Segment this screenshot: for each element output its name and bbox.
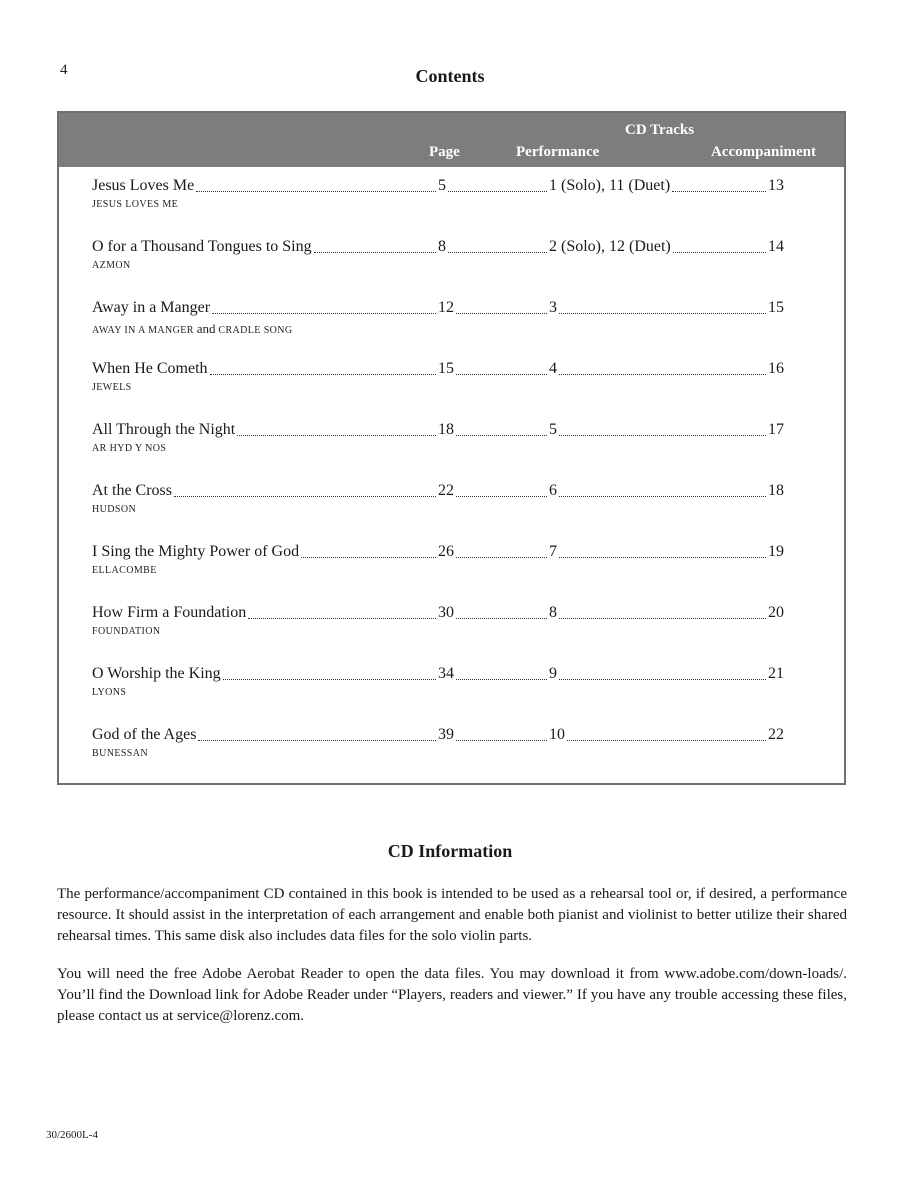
entry-page: 30 [438,602,454,624]
contents-entry [59,594,844,655]
leader-dots [237,414,436,436]
entry-accompaniment-track: 14 [768,236,784,258]
leader-dots [198,719,436,741]
contents-entry [59,533,844,594]
entry-tune-name [92,443,166,454]
entry-title: How Firm a Foundation [92,602,246,624]
entry-performance-track: 10 [549,724,565,746]
contents-entry [59,411,844,472]
tune-name: AZMON [92,260,131,271]
entry-page: 8 [438,236,446,258]
entry-accompaniment-track: 21 [768,663,784,685]
entry-tune-name [92,260,131,271]
tune-name: AWAY IN A MANGER [92,325,194,336]
entry-line [92,724,789,746]
leader-dots [210,353,436,375]
entry-page: 22 [438,480,454,502]
entry-line [92,297,789,319]
tune-name-second: CRADLE SONG [218,325,293,336]
entry-title: Jesus Loves Me [92,175,194,197]
leader-dots [196,170,436,192]
entry-tune-name [92,321,293,337]
header-cd-tracks: CD Tracks [625,122,695,138]
leader-dots [559,658,766,680]
entry-accompaniment-track: 19 [768,541,784,563]
cd-info-paragraph-1: The performance/accompaniment CD contained in this book is intended to be used as a rehearsal tool or, if desired, a performance resource. It should assist in the interpretation of each arrangement and enable both pianist and violinist to better utilize their shared rehearsal times. This same disk also includes data files for the solo violin parts. [57,886,847,944]
entry-tune-name [92,504,136,515]
entry-performance-track: 7 [549,541,557,563]
tune-name: LYONS [92,687,127,698]
leader-dots [456,536,547,558]
leader-dots [174,475,436,497]
entry-tune-name [92,382,132,393]
entry-tune-name [92,748,148,759]
contents-entry [59,289,844,350]
entry-accompaniment-track: 16 [768,358,784,380]
footer-code: 30/2600L-4 [46,1129,98,1141]
tune-name: JESUS LOVES ME [92,199,179,210]
entry-accompaniment-track: 13 [768,175,784,197]
leader-dots [212,292,436,314]
entry-page: 5 [438,175,446,197]
entry-accompaniment-track: 15 [768,297,784,319]
leader-dots [673,231,766,253]
cd-info-paragraph-2: You will need the free Adobe Aerobat Reader to open the data files. You may download it from www.adobe.com/down-loads/. You’ll find the Download link for Adobe Reader under “Players, readers and viewer.” If you have any trouble accessing these files, please contact us at service@lorenz.com. [57,966,847,1024]
entry-line [92,236,789,258]
leader-dots [223,658,436,680]
leader-dots [456,414,547,436]
contents-entry [59,228,844,289]
tune-name: JEWELS [92,382,132,393]
entry-performance-track: 8 [549,602,557,624]
leader-dots [456,475,547,497]
header-accompaniment: Accompaniment [711,144,816,160]
page-title: Contents [415,66,485,86]
contents-entry [59,167,844,228]
header-performance: Performance [516,144,600,160]
leader-dots [559,536,766,558]
contents-entry [59,350,844,411]
entry-tune-name [92,626,160,637]
leader-dots [672,170,766,192]
entry-line [92,541,789,563]
page-number: 4 [60,62,68,78]
contents-entry [59,655,844,716]
entry-performance-track: 9 [549,663,557,685]
entry-title: God of the Ages [92,724,196,746]
entry-line [92,663,789,685]
leader-dots [301,536,436,558]
entry-page: 15 [438,358,454,380]
contents-header [59,113,844,167]
entry-title: At the Cross [92,480,172,502]
contents-entry [59,472,844,533]
leader-dots [248,597,436,619]
entry-accompaniment-track: 22 [768,724,784,746]
entry-line [92,175,789,197]
leader-dots [456,353,547,375]
entry-performance-track: 6 [549,480,557,502]
entry-line [92,419,789,441]
contents-entry [59,716,844,777]
entry-tune-name [92,199,178,210]
leader-dots [559,292,766,314]
entry-accompaniment-track: 20 [768,602,784,624]
tune-name: BUNESSAN [92,748,148,759]
leader-dots [448,170,547,192]
leader-dots [567,719,766,741]
tune-conjunction: and [196,321,216,336]
leader-dots [559,475,766,497]
entry-title: Away in a Manger [92,297,210,319]
entry-accompaniment-track: 17 [768,419,784,441]
entry-title: All Through the Night [92,419,235,441]
entry-title: O Worship the King [92,663,221,685]
leader-dots [559,597,766,619]
entry-title: O for a Thousand Tongues to Sing [92,236,312,258]
tune-name: HUDSON [92,504,137,515]
tune-name: ELLACOMBE [92,565,157,576]
entry-performance-track: 3 [549,297,557,319]
entry-line [92,602,789,624]
leader-dots [456,658,547,680]
entry-title: I Sing the Mighty Power of God [92,541,299,563]
leader-dots [448,231,547,253]
leader-dots [456,719,547,741]
entry-page: 26 [438,541,454,563]
entry-page: 12 [438,297,454,319]
contents-table [57,111,846,785]
leader-dots [559,414,766,436]
entry-tune-name [92,687,126,698]
entry-title: When He Cometh [92,358,208,380]
entry-line [92,480,789,502]
entry-page: 18 [438,419,454,441]
cd-info-title: CD Information [387,841,513,861]
entry-page: 39 [438,724,454,746]
entry-tune-name [92,565,157,576]
leader-dots [456,597,547,619]
entry-line [92,358,789,380]
tune-name: AR HYD Y NOS [92,443,167,454]
leader-dots [559,353,766,375]
entry-performance-track: 2 (Solo), 12 (Duet) [549,236,671,258]
entry-performance-track: 4 [549,358,557,380]
entry-page: 34 [438,663,454,685]
entry-accompaniment-track: 18 [768,480,784,502]
leader-dots [456,292,547,314]
header-page: Page [429,144,460,160]
entry-performance-track: 1 (Solo), 11 (Duet) [549,175,670,197]
tune-name: FOUNDATION [92,626,161,637]
leader-dots [314,231,436,253]
entry-performance-track: 5 [549,419,557,441]
